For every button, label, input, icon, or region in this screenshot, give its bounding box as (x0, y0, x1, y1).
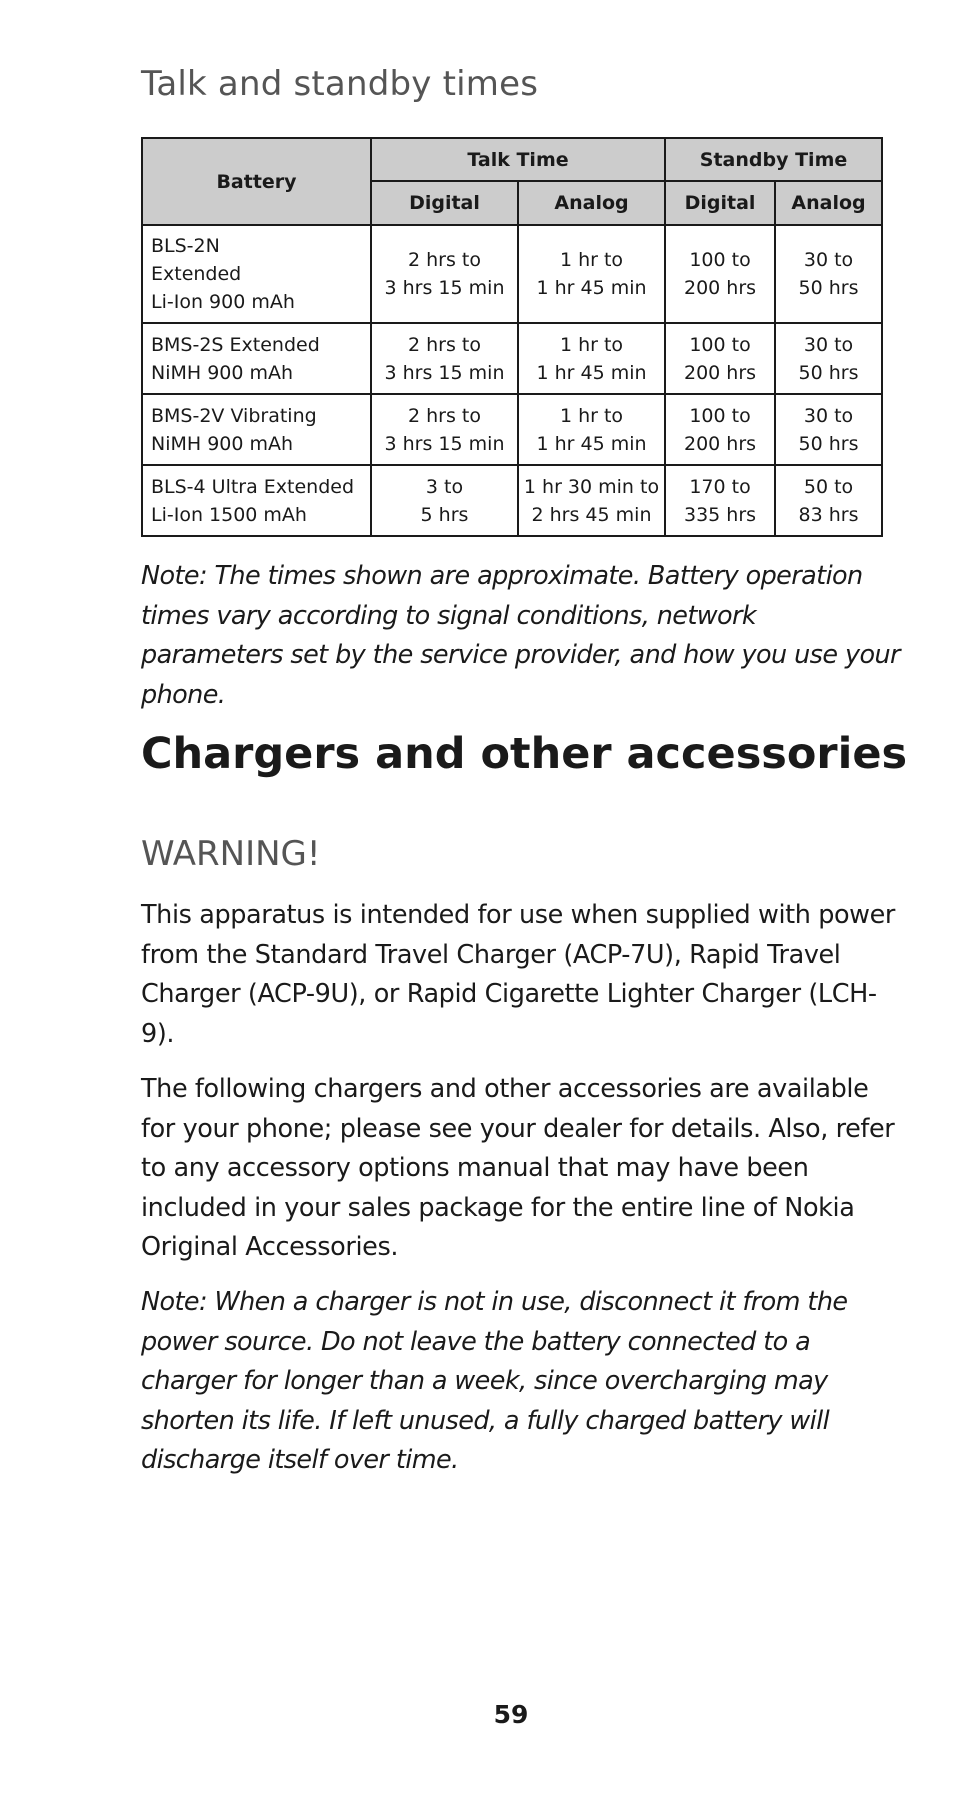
cell-line: 1 hr to (559, 333, 624, 356)
cell-line: Extended (151, 263, 242, 285)
cell-line: 3 hrs 15 min (384, 361, 505, 384)
standby-analog-cell (775, 323, 882, 394)
battery-cell (142, 225, 371, 323)
cell-line: BLS-4 Ultra Extended (151, 475, 355, 498)
table-row (142, 394, 882, 465)
cell-line: 1 hr 45 min (536, 432, 647, 455)
accessories-paragraph: The following chargers and other accessories are available for your phone; please see your dealer for details. Also, refer to any accessory options manual that may have been included in your sales package for the entire line of Nokia Original Accessories. (141, 1074, 895, 1262)
cell-line: 200 hrs (683, 432, 757, 455)
warning-paragraph: This apparatus is intended for use when supplied with power from the Standard Travel Charger (ACP-7U), Rapid Travel Charger (ACP-9U), or Rapid Cigarette Lighter Charger (LCH-9). (141, 900, 896, 1049)
cell-line: 1 hr 45 min (536, 277, 647, 299)
cell-line: BMS-2S Extended (151, 333, 320, 356)
talk-digital-cell (371, 225, 518, 323)
header-talk-time: Talk Time (371, 138, 665, 181)
talk-analog-cell (518, 394, 665, 465)
cell-line: 1 hr 30 min to (523, 475, 660, 498)
cell-line: 83 hrs (798, 503, 859, 526)
cell-line: 50 hrs (798, 361, 859, 384)
talk-analog-cell (518, 323, 665, 394)
table-row (142, 465, 882, 536)
talk-analog-cell (518, 225, 665, 323)
cell-line: 3 to (425, 475, 464, 498)
cell-line: NiMH 900 mAh (151, 432, 294, 455)
talk-analog-cell (518, 465, 665, 536)
table-row (142, 225, 882, 323)
cell-line: 170 to (689, 475, 751, 498)
battery-times-note: Note: The times shown are approximate. Battery operation times vary according to signal conditions, network parameters set by the service provider, and how you use your phone. (141, 561, 900, 710)
talk-digital-cell (371, 465, 518, 536)
talk-standby-table (141, 137, 883, 537)
cell-line: 2 hrs to (408, 249, 481, 271)
standby-digital-cell (665, 323, 775, 394)
cell-line: 200 hrs (683, 361, 757, 384)
cell-line: 2 hrs to (408, 333, 481, 356)
talk-digital-cell (371, 394, 518, 465)
header-standby-analog: Analog (775, 181, 882, 225)
cell-line: 2 hrs 45 min (531, 503, 652, 526)
cell-line: 200 hrs (683, 277, 757, 299)
section-title-talk-standby: Talk and standby times (141, 64, 539, 104)
page-number: 59 (493, 1700, 529, 1729)
standby-digital-cell (665, 394, 775, 465)
warning-heading: WARNING! (141, 834, 321, 874)
cell-line: 2 hrs to (408, 404, 481, 427)
header-standby-digital: Digital (665, 181, 775, 225)
cell-line: 30 to (803, 404, 854, 427)
standby-analog-cell (775, 225, 882, 323)
cell-line: 50 to (803, 475, 854, 498)
charger-note: Note: When a charger is not in use, disconnect it from the power source. Do not leave the battery connected to a charger for longer than a week, since overcharging may shorten its life. If left unused, a fully charged battery will discharge itself over time. (141, 1287, 848, 1475)
cell-line: 50 hrs (798, 432, 859, 455)
standby-analog-cell (775, 465, 882, 536)
cell-line: 100 to (689, 333, 751, 356)
header-talk-digital: Digital (371, 181, 518, 225)
chargers-section-title: Chargers and other accessories (141, 729, 908, 779)
cell-line: 3 hrs 15 min (384, 277, 505, 299)
cell-line: 1 hr to (559, 249, 624, 271)
header-battery: Battery (142, 138, 371, 225)
battery-cell (142, 394, 371, 465)
table-row (142, 323, 882, 394)
standby-digital-cell (665, 465, 775, 536)
cell-line: Li-Ion 900 mAh (151, 291, 295, 313)
cell-line: 100 to (689, 249, 751, 271)
header-talk-analog: Analog (518, 181, 665, 225)
cell-line: 3 hrs 15 min (384, 432, 505, 455)
battery-cell (142, 465, 371, 536)
battery-cell (142, 323, 371, 394)
cell-line: 1 hr to (559, 404, 624, 427)
cell-line: 5 hrs (420, 503, 469, 526)
standby-digital-cell (665, 225, 775, 323)
cell-line: 50 hrs (798, 277, 859, 299)
header-standby-time: Standby Time (665, 138, 882, 181)
cell-line: NiMH 900 mAh (151, 361, 294, 384)
cell-line: 30 to (803, 249, 854, 271)
cell-line: 30 to (803, 333, 854, 356)
cell-line: 335 hrs (683, 503, 757, 526)
cell-line: 1 hr 45 min (536, 361, 647, 384)
cell-line: BLS-2N (151, 235, 220, 257)
standby-analog-cell (775, 394, 882, 465)
talk-digital-cell (371, 323, 518, 394)
cell-line: 100 to (689, 404, 751, 427)
cell-line: Li-Ion 1500 mAh (151, 503, 307, 526)
cell-line: BMS-2V Vibrating (151, 404, 317, 427)
